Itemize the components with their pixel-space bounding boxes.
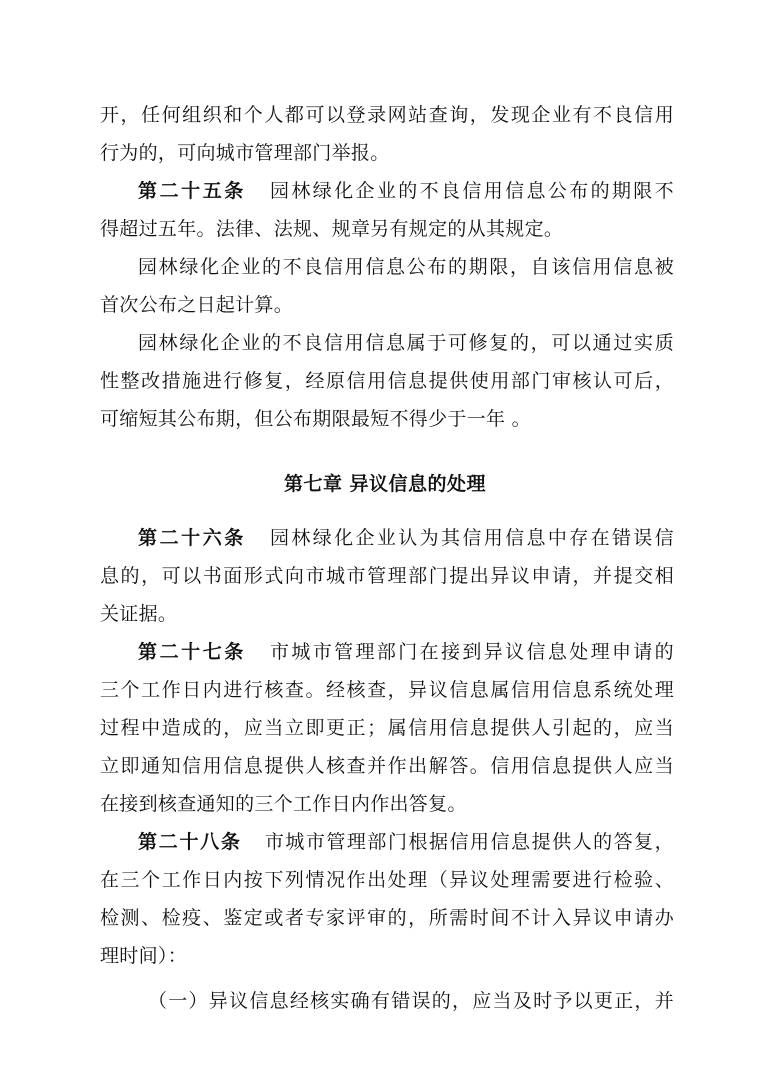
paragraph-line: 关证据。	[100, 603, 178, 625]
paragraph-line: 在接到核查通知的三个工作日内作出答复。	[100, 793, 467, 815]
article-text: 园林绿化企业的不良信用信息公布的期限不	[267, 180, 674, 202]
paragraph-line: 在三个工作日内按下列情况作出处理（异议处理需要进行检验、	[100, 869, 674, 891]
paragraph-line: 行为的，可向城市管理部门举报。	[100, 142, 390, 164]
article-text: 园林绿化企业认为其信用信息中存在错误信	[267, 527, 674, 549]
paragraph-line: 园林绿化企业的不良信用信息属于可修复的，可以通过实质	[138, 332, 674, 354]
paragraph-line: 首次公布之日起计算。	[100, 294, 294, 316]
paragraph-line: 三个工作日内进行核查。经核查，异议信息属信用信息系统处理	[100, 679, 674, 701]
article-25-line	[138, 177, 674, 205]
paragraph-line: 可缩短其公布期，但公布期限最短不得少于一年 。	[100, 408, 531, 430]
paragraph-line: 检测、检疫、鉴定或者专家评审的，所需时间不计入异议申请办	[100, 907, 674, 929]
article-label: 第二十六条	[138, 527, 246, 549]
paragraph-line: 园林绿化企业的不良信用信息公布的期限，自该信用信息被	[138, 256, 674, 278]
article-label: 第二十七条	[138, 641, 246, 663]
paragraph-line: 得超过五年。法律、法规、规章另有规定的从其规定。	[100, 218, 564, 240]
article-27-line	[138, 638, 674, 666]
article-26-line	[138, 524, 674, 552]
paragraph-line: 息的，可以书面形式向市城市管理部门提出异议申请，并提交相	[100, 565, 674, 587]
paragraph-line: 性整改措施进行修复，经原信用信息提供使用部门审核认可后，	[100, 370, 674, 392]
article-28-line	[138, 828, 674, 856]
paragraph-line: 立即通知信用信息提供人核查并作出解答。信用信息提供人应当	[100, 755, 674, 777]
list-item-line: （一）异议信息经核实确有错误的，应当及时予以更正，并	[148, 990, 674, 1012]
article-label: 第二十五条	[138, 180, 246, 202]
article-label: 第二十八条	[138, 831, 242, 853]
chapter-heading: 第七章 异议信息的处理	[283, 473, 487, 495]
paragraph-line: 理时间）：	[100, 945, 188, 967]
paragraph-line: 开，任何组织和个人都可以登录网站查询，发现企业有不良信用	[100, 104, 674, 126]
paragraph-line: 过程中造成的，应当立即更正；属信用信息提供人引起的，应当	[100, 717, 674, 739]
article-text: 市城市管理部门在接到异议信息处理申请的	[267, 641, 674, 663]
article-text: 市城市管理部门根据信用信息提供人的答复，	[263, 831, 674, 853]
